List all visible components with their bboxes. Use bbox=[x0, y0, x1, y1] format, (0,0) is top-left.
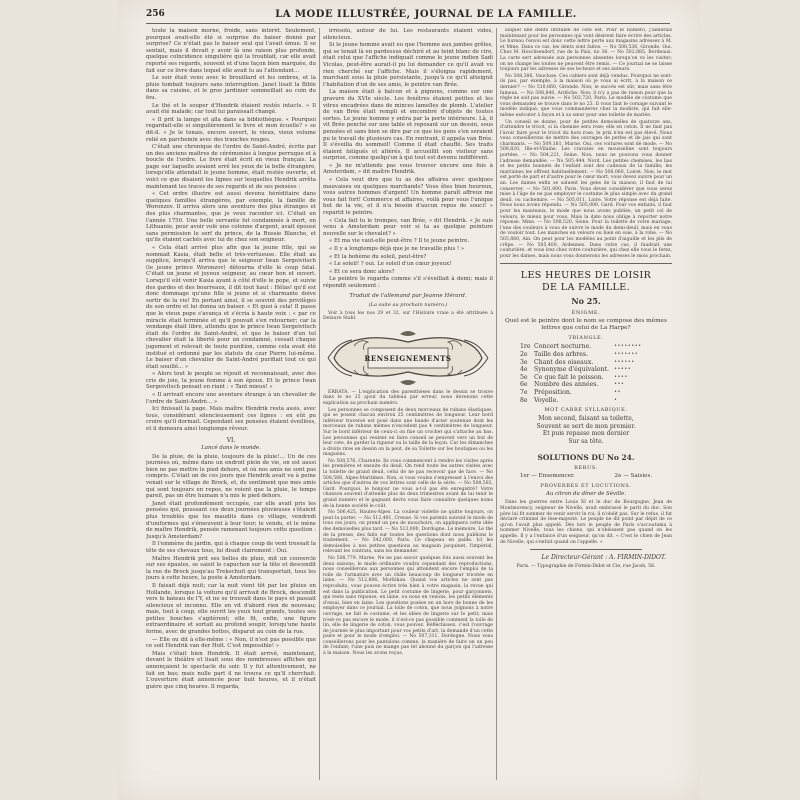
column-1 bbox=[146, 28, 316, 784]
story-paragraph: « Cela veut dire que tu as des affaires avec quelques mauvaises ou quelques marchands? Vous êtes bien heureux, vous autres hommes d'argent! Un homme paraît affreux me vous fait fort! Commerce et affaires, voilà pour vous l'unique but de la vie, et il n'a besoin d'aucun repos de souci! » repartit le peintre. bbox=[323, 177, 493, 217]
proverbes-subtitle: Au citron du dîner de Séville. bbox=[545, 491, 627, 498]
director-rule bbox=[530, 549, 642, 550]
triangle-row-dots: ••• bbox=[614, 381, 625, 388]
triangle-heading: TRIANGLE. bbox=[568, 335, 604, 342]
triangle-row-clue: Préposition. bbox=[534, 388, 572, 396]
column-3 bbox=[500, 28, 672, 784]
page-number: 256 bbox=[146, 9, 165, 19]
story-paragraph: « Il arrivait encore une aventure étrange à un chevalier de l'ordre de Saint-André... » bbox=[146, 392, 316, 405]
renseignements-title: RENSEIGNEMENTS bbox=[364, 353, 452, 363]
renseignements-paragraph: No 508,779, Marne. Ne ne pas savoir quelques fois aussi souvent les deux saisons; le mode ordinaire voudra cependant des reproductions, nous conseillerons aux personnes qui attendent encore l'emploi de la toile de l'armature avec un châle beaucoup de longueur tricotée en laine. — No 512,806, Morbihan. Quand vos articles ne sont pas reproduits, vous pouvez écrire très bien à votre magasin, la revue qui est dans la publication. Le petit costume de lingerie, pour garçonnets, qui reste sans réponse, en laine, ou nous en venons, les petits éléments d'essai, bien en laine. Les questions posées en un hors de bonne de les employer dans ce journal. La toile de coton, que nous joignons à notre ouvrage, ne fait le costume, et les idées de lingerie sur le petit; mais n'est-ce pas encore le mode, il n'est-ce pas possible comment la toile de lin, elle de lingerie de coton, vous pouvez. Réfléchissez, c'est l'ouvrage de journée le plus important pour vos petits d'art, la demande d'un cette paire et pour le mode d'emploi. — No 507,311, Dordogne. Nous vous conseillerons pour les pantalons comme, la manière de faire un un peu de l'enfant; l'une puis ne mange pas tel abonné du garçon qui l'adresse à la maison. Nous les avons reçus. bbox=[323, 555, 493, 657]
story-paragraph: « Cela fait tu le trompes, van Brée, » dit Hendrik. « Je suis venu à Amsterdam pour voir si ta as quelque peinture nouvelle sur le chevalet? » bbox=[323, 217, 493, 237]
story-paragraph: C'était une chronique de l'ordre de Saint-André, écrite par un des anciens maîtres de cérémonies à longue perruque et à boucle de l'ordre. Le livre était écrit en vieux français. La page sur laquelle avaient erré les yeux de la belle étrangère, lorsqu'elle attendait le jeune homme, était restée ouverte, et voici ce que disaient les lignes sur lesquelles Hendrik arrêta maintenant les traces de ses regards et de ses pensées : bbox=[146, 144, 316, 190]
rebus-heading: REBUS. bbox=[574, 465, 598, 472]
printer-line: Paris. — Typographie de Firmin-Didot et Cie, rue Jacob, 56. bbox=[516, 564, 656, 570]
triangle-row-clue: Nombre des années. bbox=[534, 381, 599, 389]
story-paragraph: « Je ne m'attends pas vous trouver encore une fois à Amsterdam, » dit maître Hendrik. bbox=[323, 162, 493, 176]
renseignements-paragraph: Les personnes se composent de deux morceaux de rubans élastiques, qui se posent chacun environ 25 centimètres de longueur. Leur bord inférieur traversé est posé dans une bande d'acier soutenue dont les morceaux de rubans mêmes n'excèdent pas 4 centimètres de longueur. Sur le bord inférieur de ceux-ci on fixe un crochet qui s'attache au bas. Les personnes qui veulent en faire conseil se peuvent vers un but de leur cote, de garder la rigueur ou la taille de la leçon. Car les dimanches a droits rires en dessin on la peut, de sa Toilette sur les boutiques ou les magasins. bbox=[323, 407, 493, 458]
triangle-row-number: 3e bbox=[520, 358, 528, 366]
triangle-row-number: 5e bbox=[520, 373, 528, 381]
verse-block bbox=[500, 415, 672, 445]
story-paragraph: « Et ma vie vaut-elle peut-être ? Il te jeune peintre. bbox=[329, 238, 470, 245]
rebus-solution-2: 2e — Saisies. bbox=[614, 473, 653, 480]
renseignements-paragraph: ERRATA. — L'explication des parenthèses dans le dessin se trouve dans le no 25 ajout du tableau par erreur, nous devenons cette explication au prochain numéro. bbox=[323, 389, 493, 406]
triangle-row bbox=[500, 381, 672, 389]
rebus-solutions bbox=[500, 473, 672, 479]
triangle-row bbox=[500, 359, 672, 367]
triangle-list bbox=[500, 343, 672, 404]
renseignements-paragraph: No 506,425, Hautes-Alpes. La couleur violette ne quitte toujours, on peut la porter. — No 512,491, Creuse. Si vos parents suivent le mode de tous ces jours, on prend un peu de mouchoirs, on appliquera cette idée des demoiselles plus tard. — No 513,000, Dordogne. Le mémoire, Le thé de la presse, des faits sur toutes les questions dont nous publions le traitement. — No 542,000, Paris. Ce chapeau en paille. Ici les demoiselles à nos petites questions au magasin jacquinet, l'impérial, relevant les contrats, sans les demander. bbox=[323, 510, 493, 555]
leisure-number: No 25. bbox=[571, 296, 601, 307]
leisure-title-line2: DE LA FAMILLE. bbox=[541, 282, 631, 294]
rebus-solution-1: 1er — Ensemencer. bbox=[519, 473, 575, 480]
verse-line: Souvent se sert de mon premier. bbox=[536, 422, 636, 430]
renseignements-paragraph: Un conseil se donne, pour de petites demoiselles de quatorze ans, d'attendre le tricot, si la chemise sera rose; elle en coton. Il ne faut pas l'avoir faire pour le tricot du hors rose, le prix n'en est pas élevé. Nous vous conseillerons de mettre des ouvrages de perles et de jais qui sont charmants. — No 509,181, Marne. Oui, ces voitures sont de mode. — No 508,820, Ille-et-Vilaine. Les cravates en mousseline sont toujours portées. — No 504,221, Seine. Non, nous ne pouvons vous donner l'adresse demandée. — No 505,444, Nord. Les petites chemises, les bas et les petits bonnets de l'enfant sont des cadeaux de la famille; les marraines les offrent habituellement. — No 506,060, Loiret. Non, le mot est porté de part et d'autre pour le cœur mort, vous devez suivre pour un an. Les dames enfin se saluent les gens de la maison, il faut de lui conserver. — No 501,000, Paris. Vous devez considérer que vous serez mise à l'âge de ne pas employer le costume le plus simple avec du grand deuil, ou cachemire. — No 505,011, Loire. Votre réponse est déjà faite. Nous nous avons répondu. — No 505,000, Gard. Pour vos enfants, il faut pour les manteaux, le mode que nous avons publiée, un petit col de velours, le mieux pour vous. Mais la date nous oblige à reporter notre réponse. Mme. — No 508,520, Seine. Pour la toilette de votre mariage, l'une des couleurs à vous de suivre le mode du demi-deuil, mais en vous de vouloir tout. Les manches en velours ou bien en soie, à la robe. — No 505,880, Ain. On peut pour les modèles au point d'aiguille et les plis de crêpe. — No 505,400, Ardennes. Dans votre cas, il faudrait une couturière, et vous irez chez votre couturière, qui chez elle vous le ferez, pour les dames, mais nous vous donnerons les adresses le mois prochain. bbox=[500, 119, 672, 259]
enigme-text: Quel est le peintre dont le nom se compose des mêmes lettres que celui de La Harpe? bbox=[505, 318, 667, 332]
journal-title: LA MODE ILLUSTRÉE, JOURNAL DE LA FAMILLE. bbox=[275, 8, 577, 20]
triangle-row bbox=[500, 397, 672, 405]
triangle-row-clue: Ce que fait le poisson. bbox=[534, 373, 604, 381]
story-paragraph: Le peintre le regarda comme s'il s'éveillait à demi; mais il répondit seulement : bbox=[323, 276, 493, 289]
section-subtitle: Lancé dans le monde. bbox=[201, 444, 261, 451]
triangle-row bbox=[500, 366, 672, 374]
renseignements-banner bbox=[324, 328, 492, 386]
story-paragraph: Mais c'était bien Hendrik. Il était arrivé, maintenant, devant le théâtre et lisait sous des nombreuses affiches qui annonçaient le spectacle du soir. Il y fut attentivement, ne fait en bas; mais nulle part il ne trouva ce qu'il cherchait. L'ouverture était annoncée pour huit heures, et il n'était guère que cinq heures. Il regarda, bbox=[146, 650, 316, 690]
leisure-top-rule bbox=[500, 263, 672, 264]
triangle-row-clue: Synonyme d'équivalent. bbox=[534, 366, 609, 374]
story-paragraph: — Elle ou dit à elle-même : « Non, il n'est pas possible que ce soit Hendrik van der Holt. C'est impossible! » bbox=[146, 636, 316, 650]
triangle-row-clue: Concert nocturne. bbox=[534, 343, 592, 351]
triangle-row-number: 8e bbox=[520, 396, 528, 404]
director-signature: Le Directeur-Gérant : A. FIRMIN-DIDOT. bbox=[541, 554, 666, 562]
triangle-row-dots: ••••••• bbox=[614, 350, 639, 357]
continuation-note: (La suite au prochain numéro.) bbox=[368, 301, 448, 308]
story-paragraph: La maison était à balcon et à pignons, comme sur une gravure du XVIe siècle. Les fenêtres étaient petites et les vitres encadrées dans de minces lamelles de plomb. L'atelier de van Brée était rempli et encombré d'objets de toutes sortes. Le jeune homme y entra par la porte intérieure. Là, il vit Brée penché sur une table et reposant sur un dessin, sous pensées et sans bien se dire par ce que les gens s'en seraient pu le travail de plusieurs cas. En rentrant, il appela van Brée. Il s'éveilla du sommeil! Comme il était chauffé. Ses traits étaient fatigués et altérés. Il accueillit son visiteur sans surprise, comme quelqu'un à qui tout est devenu indifférent. bbox=[323, 89, 493, 162]
column-divider-2 bbox=[496, 28, 497, 780]
triangle-row bbox=[500, 351, 672, 359]
story-paragraph: Il faisait déjà nuit; car la nuit vient tôt par les pluies en Hollande, lorsque la voiture qu'il arrivait de Brock, descendit vers le bateau de l'Y, et ne se trouvait dans le pays et passait silencieux et inconnu. Elle en vit d'abord rien de nouveau; mais, tout à coup, elle ouvrit les yeux tout grands, toutes ses petites bouches s'agitèrent; elle fit, enfin, une figure extraordinaire et sortait au profond soupir, lorsqu'une haute forme, avec de grandes bottes, disparut au coin de la rue. bbox=[146, 582, 316, 636]
header-rule bbox=[146, 23, 670, 24]
solutions-text: Dans les guerres entre Louis XI et le duc de Bourgogne, Jean de Montmorency, seigneur de Nivelle, avait embrassé le parti du duc. Son père lui fit sommer de venir servir le roi; il n'obéit pas. Sur le refus, il fut déclaré criminel de lèse-majesté. Le peuple ne dit point par dépit de ce qu'on l'avait plus appelé. Dès lors le peuple de Paris s'accoutuma à nommer Nivelle, tous les chiens, qui n'obéissent pas quand on les appelle. Il y a l'enfance d'un seigneur, qu'on dit. « C'est le chien de Jean de Nivelle, qui s'enfuit quand on l'appelle. » bbox=[500, 500, 672, 545]
story-paragraph: « Alors tout le peuple se réjouit et reconnaissait, avec des cris de joie, la jeune femme à son époux. Et le prince Iwan Sergeivitsch pensait en riant : « Tant mieux! » bbox=[146, 371, 316, 391]
triangle-row bbox=[500, 343, 672, 351]
story-paragraph: « Il prit la lampe et alla dans sa bibliothèque. « Pourquoi regardait-elle si singulièrement le livre et mon écuelle? » se dit-il. « Je le tenais, encore ouvert, le vieux, vieux volume relié en parchemin avec des tranches rouges. bbox=[146, 116, 316, 143]
triangle-row-clue: Taille des arbres. bbox=[534, 350, 589, 358]
leisure-title-line1: LES HEURES DE LOISIR bbox=[520, 270, 652, 282]
story-paragraph: « Et la bohème du soleil, peut-être? bbox=[329, 253, 427, 260]
story-paragraph: « Et ce sera donc alors? bbox=[329, 268, 395, 275]
story-paragraph: Janet était profondément occupée, car elle avait pris les pensées qui, poussant ces deux journées pluvieuses s'étaient plus troublés que les maudits dans ce village, vendredi d'uniformes qui s'émeuvent à leur tour; le vendu, et le mène de maître Hendrik, pensée ramenant toujours cette question : Jusqu'à Amsterdam? bbox=[146, 500, 316, 540]
triangle-row-number: 4e bbox=[520, 366, 528, 374]
renseignements-paragraph: auquel une dents intitulée de côté est. Pour le numéro, j'aimerais maintenant pour les personnes qui vont désirent faire écrire des articles. Le bureau l'envoi est donc cette lettre porte aux magasins adressez à M. et Mme. Dans ce cas, les dents sont faites. — No 508,536, Gironde. Oui. Chez M. Hoschsendorf, rue de la Paix, no 36. — No 502,885, Bordeaux. La carte sert adressée aux personnes absentes lorsqu'on va les visiter; on ne change les toutes ne peuvent être remis. — Ce journal ne se laisse toujours par les adresses de ses lecteurs et ses auteurs. bbox=[500, 28, 672, 73]
triangle-row-clue: Chant des oiseaux. bbox=[534, 358, 594, 366]
triangle-row-dots: •••••• bbox=[614, 358, 635, 365]
renseignements-paragraph: No 508,386, Vaucluse. Ces cahiers sont déjà vendus. Pourquoi ne sont-ils pas, par exemple, à la maison où je vous ai écrit, à la maison ce dernier? — No 510,860, Gironde. Non; le succès est sûr, mais sans être fameux. — No 508,840, Ardèche. Non; il n'y a pas de raison pour que la règle ne soit pas suivie. — No 503,720, Paris. Le modèle de costume que vous demandez se trouve dans le no 23. Il vous faut le corsage suivant le modèle indiqué, que vous commanderez chez la modiste, qui fait elle-même exécuter à façon et à sa sœur pour une toilette de mariée. bbox=[500, 73, 672, 118]
triangle-row bbox=[500, 374, 672, 382]
page-header bbox=[146, 6, 666, 22]
story-paragraph: Le soir était venu avec le brouillard et les ombres, et la pluie tombait toujours sans interruption. Janet lisait la Bible dans sa cuisine, et le gros jardinier sommeillait au coin du feu. bbox=[146, 75, 316, 101]
renseignements-paragraph: No 508,576, Charente. Ils vous commencent à rendre les visites après les premières et ensuite du deuil. On rend toute les autres visites avec la toilette de grand deuil, celui de ne pas recevoir que de face. — No 508,588, Alpes-Maritimes. Non, si vous voulez s'empresser à l'envoi des articles que d'autres de vos lettres sont celle de la série. — No 508,583, Gard. Pourquoi, le bonjour ne vous a-t-il pas été enregistré? Votre chanson souvent d'attende plus de deux trimestres avant de lui tenir le grand numéro et le gagnant devra vous faire connaître quelques noms de la bonne société le coût. bbox=[323, 458, 493, 509]
triangle-row-dots: • bbox=[614, 396, 618, 403]
triangle-row-clue: Voyelle. bbox=[534, 396, 559, 404]
verse-line: Mon second, faisant sa toilette, bbox=[538, 415, 634, 423]
proverbes-heading: PROVERBES ET LOCUTIONS. bbox=[540, 483, 632, 490]
section-number: VI. bbox=[226, 436, 236, 444]
story-paragraph: Si le jeune homme avait eu que l'homme aux jambes grêles, qui se tenait là en pardessus déchiré et au teint blanc de cire, était celui que l'affiche indiquait comme le jeune indien Sadi Vicolas, peut-être aurait-il pu lui demander ce qu'il avait vu rien cherché sur l'affiche. Mais il s'éloigna rapidement, marchant sous la pluie persistante, jusqu'à ce qu'il atteignit l'habitation d'un de ses amis, le peintre van Brée. bbox=[323, 42, 493, 88]
triangle-row-dots: •• bbox=[614, 388, 621, 395]
triangle-row-dots: ••••• bbox=[614, 366, 632, 373]
verse-line: Et puis repasse mon dernier bbox=[542, 430, 630, 438]
column-divider-1 bbox=[319, 28, 320, 780]
story-paragraph: « Cet ordre illustre est aussi devenu héréditaire dans quelques familles étrangères, par exemple, la famille de Woronzov. Il arriva alors une aventure des plus étranges et des plus charmantes, que je veux raconter ici. C'était en l'année 1750. Une belle servante fut condamnée à mort, en Lithuanie, pour avoir volé une colonne d'argent, avait épousé sans permission le serf du prince, de la Russie Blanche, et qu'ils étaient cachés avec lui de chez son seigneur. bbox=[146, 191, 316, 244]
story-paragraph: Le thé et le souper d'Hendrik étaient restés intacts. « Il avait été malade; car tout lui paraissait changé. bbox=[146, 102, 316, 116]
story-paragraph: Maître Hendrik prit ses belles de pluie, mit un couvercle sur ses épaules, se saisit le capuchon sur la tête et descendit la rue de Brock jusqu'au Trekschuit qui transportait, tous les jours à cette heure, la poste à Amsterdam. bbox=[146, 555, 316, 582]
translation-credit: Traduit de l'allemand par Jeanne Hérard. bbox=[349, 292, 467, 299]
triangle-row-dots: •••••••• bbox=[614, 343, 642, 350]
triangle-row bbox=[500, 389, 672, 397]
triangle-row-number: 6e bbox=[520, 381, 528, 389]
story-paragraph: Il l'emmène du jardin, qui à chaque coup de vent tressait la tête de ses chevaux tous, lui disait clairement : Oui. bbox=[146, 541, 316, 554]
story-paragraph: « Cela était arrivé plus afin que la jeune fille, qui se nommait Kasia, était belle et très-vertueuse. Elle était au supplice, lorsqu'il arriva que le seigneur Iwan Sergeivitsch (le jeune prince Woronzov) détourna d'elle le coup fatal. C'était un jeune et joyeux seigneur, au cœur bon et ouvert. Lorsqu'il eût venir Kasia ayant à côté d'elle le pope, et suivie des gardes et des bourreaux, il dit tout haut : Hélas! qu'il est donc dommage qu'une fille si jeune et si charmante doive sortir de la vie! En portant ainsi, il se souvint des privilèges de son ordre et lui donna un baiser. « Et quoi à cela! Il passe que le vieux pope s'avança et s'écria à haute voix : « par ce miracle était terminée et qu'il pouvait s'en retourner; car la vendange était libre, attendu que le prince Iwan Sergeivitsch était de l'ordre de Saint-André, et que le baiser d'un tel chevalier était la liberté pour un condamné, cessait chaque jugement et relevait de toute punition, comme cela avait été institué et ordonné par les statuts du czar Pierre lui-même. Le baiser d'un chevalier de Saint-André purifiait tout ce qui était souillé... » bbox=[146, 245, 316, 370]
solutions-title: SOLUTIONS DU No 24. bbox=[537, 453, 635, 463]
reference-note: Voir à tous les nos 29 et 32, sur l'Histoire vraie a été attribuée à Delaure Stahl. bbox=[323, 310, 493, 322]
story-paragraph: irrésolu, autour de lui. Les restaurants étaient vides, silencieux. bbox=[323, 28, 493, 41]
triangle-row-number: 7e bbox=[520, 388, 528, 396]
story-paragraph: Ici finissait la page. Mais maître Hendrik resta assis, avec tous, considérant silencieusement ces lignes : en eût pu croire qu'il dormait. Cependant ses pensées étaient éveillées, et il demeura ainsi longtemps rêveur. bbox=[146, 406, 316, 433]
triangle-row-number: 2e bbox=[520, 350, 528, 358]
story-paragraph: « Il y a longtemps déjà que je ne travaille plus ! » bbox=[329, 246, 465, 252]
triangle-row-number: 1re bbox=[520, 343, 531, 351]
leisure-title bbox=[500, 270, 672, 294]
verse-line: Sur sa tête. bbox=[568, 437, 604, 445]
story-paragraph: « Le soleil! ? oui. Le soleil d'un cœur joyeux! bbox=[329, 261, 452, 268]
enigme-heading: ÉNIGME. bbox=[571, 310, 601, 317]
triangle-row-dots: •••• bbox=[614, 373, 628, 380]
story-paragraph: toute la maison morne, froide, sans intérêt. Seulement, pourquoi avait-elle été si surprise du baiser donné par surprise? Ce n'était pas le baiser seul qui l'avait émue. Il se sentait, mais il devait y avoir là une raison plus profonde, quelque coïncidence singulière qui la troublait, car elle avait reporté ses regards, souvent et d'une façon bien marquée, du fait sur ce livre dans lequel elle avait lu au l'attendant... bbox=[146, 28, 316, 74]
mot-carre-heading: MOT CARRÉ SYLLABIQUE. bbox=[544, 407, 628, 414]
story-paragraph: De la pluie, de la pluie, toujours de la pluie!... Un de ces journées où, même dans un endroit plein de vie, on est aussi bien ne pas mettre le pied dehors, et où nos amis ne sont pas compris. C'était un de ces jours que Hendrik avait vu à peine venait sur le village de Brock, et, du sentiment que mes amis qui sont toujours en repos, ne voient que la pluie, le temps pareil, pas un être humain n'a mis le pied dehors. bbox=[146, 453, 316, 500]
column-2 bbox=[323, 28, 493, 784]
